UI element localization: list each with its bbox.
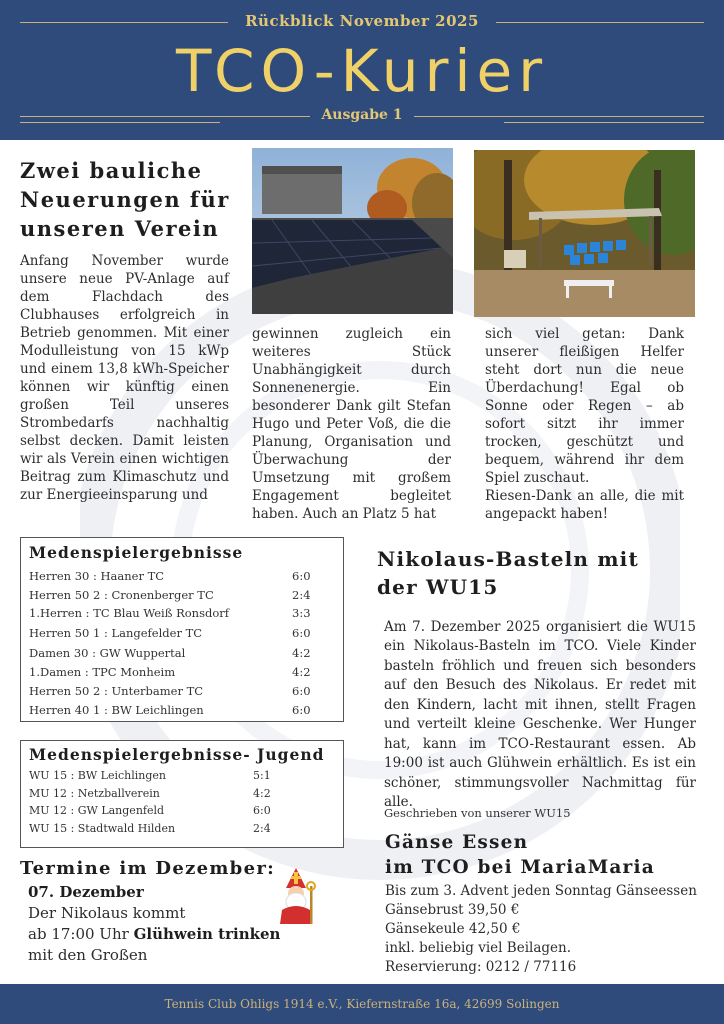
- nikolaus-signature: Geschrieben von unserer WU15: [384, 806, 571, 820]
- article-thanks: Riesen-Dank an alle, die mit angepackt haben!: [485, 488, 684, 522]
- issue-kicker: Rückblick November 2025: [245, 12, 479, 30]
- article-column-2: gewinnen zugleich ein weiteres Stück Unabhängigkeit durch Sonnenenergie. Ein besonderer Dank gilt Stefan Hugo und Peter Voß, die die Planung, Organisation und Überwachung der Umsetzung mit großem Engagement begleitet haben. Auch an Platz 5 hat: [252, 326, 451, 522]
- youth-result-row: WU 15 : Stadtwald Hilden 2:4: [29, 822, 271, 835]
- article-column-1: Anfang November wurde unsere neue PV-Anlage auf dem Flachdach des Clubhauses erfolgreich in Betrieb genommen. Mit einer Modulleistung von 15 kWp und einem 13,8 kWh-Speicher können wir künftig einen großen Teil unseres Strombedarfs nachhaltig selbst decken. Damit leisten wir als Verein einen wichtigen Beitrag zum Klimaschutz und zur Energieeinsparung und: [20, 253, 229, 503]
- footer-bar: [0, 984, 724, 1024]
- masthead-banner: [0, 0, 724, 140]
- article-column-3-text: sich viel getan: Dank unserer fleißigen Helfer steht dort nun die neue Überdachung! Egal ob Sonne oder Regen – ab sofort sitzt ihr immer trocken, geschützt und bequem, während ihr dem Spiel zuschaut.: [485, 326, 684, 486]
- results-title: Medenspielergebnisse: [29, 543, 244, 562]
- article-headline: Zwei bauliche Neuerungen für unseren Verein: [20, 158, 230, 241]
- termine-line: Der Nikolaus kommt: [28, 904, 186, 922]
- result-row: Herren 50 2 : Cronenberger TC 2:4: [29, 588, 311, 602]
- youth-result-row: MU 12 : Netzballverein 4:2: [29, 787, 271, 800]
- termine-headline: Termine im Dezember:: [20, 858, 276, 879]
- gans-headline-line1: Gänse Essen: [385, 832, 529, 853]
- gans-line: inkl. beliebig viel Beilagen.: [385, 940, 571, 956]
- termine-line: ab 17:00 Uhr: [28, 925, 134, 943]
- result-row: Herren 50 2 : Unterbamer TC 6:0: [29, 684, 311, 698]
- nikolaus-body: Am 7. Dezember 2025 organisiert die WU15 ein Nikolaus-Basteln im TCO. Viele Kinder basteln fröhlich und freuen sich besonders auf den Besuch des Nikolaus. Er redet mit den Kindern, lacht mit ihnen, stellt Fragen und verteilt kleine Geschenke. Wer Hunger hat, kann im TCO-Restaurant essen. Ab 19:00 ist auch Glühwein erhältlich. Es ist ein schöner, stimmungsvoller Nachmittag für alle.: [384, 618, 696, 810]
- issue-number: Ausgabe 1: [321, 107, 403, 123]
- gans-line: Reservierung: 0212 / 77116: [385, 959, 577, 975]
- result-row: Herren 30 : Haaner TC 6:0: [29, 569, 311, 583]
- gans-line: Bis zum 3. Advent jeden Sonntag Gänseessen: [385, 883, 697, 899]
- results-box: [20, 537, 344, 722]
- gans-headline: [385, 830, 705, 880]
- nikolaus-headline: Nikolaus-Basteln mit der WU15: [377, 547, 639, 599]
- youth-result-row: MU 12 : GW Langenfeld 6:0: [29, 804, 271, 817]
- termine-date: 07. Dezember: [28, 883, 144, 901]
- gans-line: Gänsebrust 39,50 €: [385, 902, 520, 918]
- youth-results-box: [20, 740, 344, 848]
- newspaper-title: TCO-Kurier: [175, 37, 549, 105]
- result-row: 1.Herren : TC Blau Weiß Ronsdorf 3:3: [29, 606, 311, 620]
- youth-results-title: Medenspielergebnisse- Jugend: [29, 745, 325, 764]
- gans-body: [385, 882, 710, 977]
- result-row: Herren 40 1 : BW Leichlingen 6:0: [29, 703, 311, 717]
- result-row: 1.Damen : TPC Monheim 4:2: [29, 665, 311, 679]
- termine-line: mit den Großen: [28, 946, 148, 964]
- youth-result-row: WU 15 : BW Leichlingen 5:1: [29, 769, 271, 782]
- gans-line: Gänsekeule 42,50 €: [385, 921, 521, 937]
- result-row: Herren 50 1 : Langefelder TC 6:0: [29, 626, 311, 640]
- nikolaus-icon: [272, 866, 320, 926]
- footer-address: Tennis Club Ohligs 1914 e.V., Kiefernstraße 16a, 42699 Solingen: [164, 997, 560, 1011]
- court-canopy-photo: [474, 150, 695, 317]
- termine-highlight: Glühwein trinken: [133, 925, 281, 943]
- pv-roof-photo: [252, 148, 453, 314]
- result-row: Damen 30 : GW Wuppertal 4:2: [29, 646, 311, 660]
- article-column-3: [485, 325, 684, 523]
- gans-headline-line2: im TCO bei MariaMaria: [385, 857, 655, 878]
